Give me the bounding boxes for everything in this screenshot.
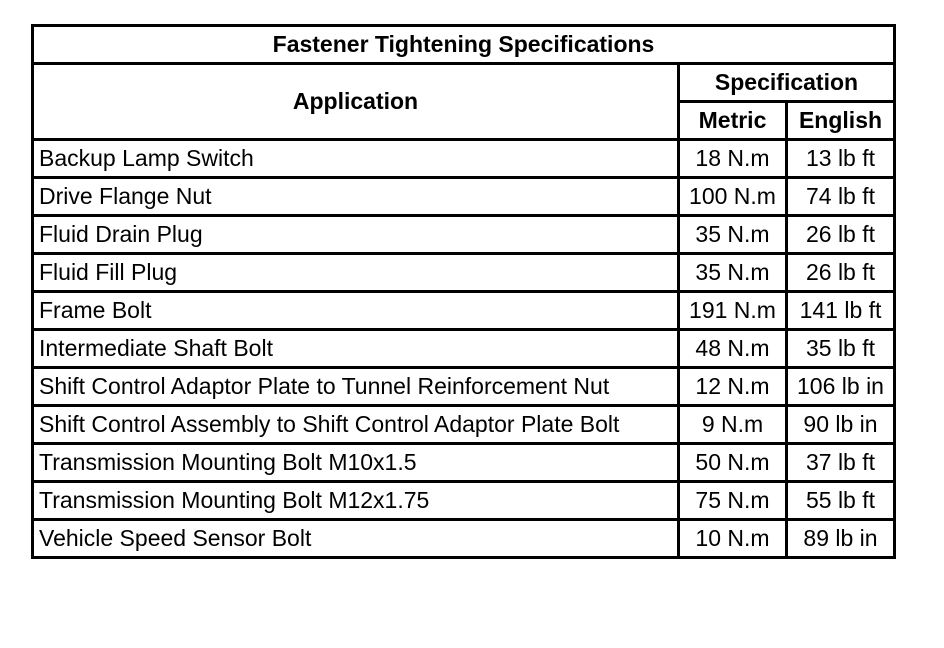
application-cell: Shift Control Adaptor Plate to Tunnel Reinforcement Nut: [33, 368, 679, 406]
fastener-spec-table: [31, 24, 896, 559]
table-title: Fastener Tightening Specifications: [33, 26, 895, 64]
english-cell: 13 lb ft: [787, 140, 895, 178]
english-cell: 37 lb ft: [787, 444, 895, 482]
application-cell: Intermediate Shaft Bolt: [33, 330, 679, 368]
table-row: [33, 330, 895, 368]
application-cell: Vehicle Speed Sensor Bolt: [33, 520, 679, 558]
metric-cell: 9 N.m: [679, 406, 787, 444]
english-cell: 141 lb ft: [787, 292, 895, 330]
application-cell: Transmission Mounting Bolt M10x1.5: [33, 444, 679, 482]
metric-cell: 48 N.m: [679, 330, 787, 368]
application-cell: Frame Bolt: [33, 292, 679, 330]
table-row: [33, 482, 895, 520]
english-cell: 90 lb in: [787, 406, 895, 444]
metric-cell: 191 N.m: [679, 292, 787, 330]
specification-header: Specification: [679, 64, 895, 102]
metric-cell: 50 N.m: [679, 444, 787, 482]
table-row: [33, 444, 895, 482]
table-row: [33, 520, 895, 558]
table-row: [33, 292, 895, 330]
english-cell: 35 lb ft: [787, 330, 895, 368]
english-cell: 26 lb ft: [787, 254, 895, 292]
table-row: [33, 254, 895, 292]
metric-cell: 12 N.m: [679, 368, 787, 406]
english-cell: 106 lb in: [787, 368, 895, 406]
header-row-1: [33, 64, 895, 102]
application-cell: Fluid Fill Plug: [33, 254, 679, 292]
table-row: [33, 406, 895, 444]
metric-cell: 10 N.m: [679, 520, 787, 558]
english-cell: 74 lb ft: [787, 178, 895, 216]
table-row: [33, 216, 895, 254]
metric-cell: 35 N.m: [679, 254, 787, 292]
metric-cell: 18 N.m: [679, 140, 787, 178]
metric-cell: 75 N.m: [679, 482, 787, 520]
application-cell: Fluid Drain Plug: [33, 216, 679, 254]
metric-cell: 100 N.m: [679, 178, 787, 216]
title-row: [33, 26, 895, 64]
table-row: [33, 368, 895, 406]
application-cell: Drive Flange Nut: [33, 178, 679, 216]
metric-header: Metric: [679, 102, 787, 140]
application-header: Application: [33, 64, 679, 140]
english-cell: 55 lb ft: [787, 482, 895, 520]
english-header: English: [787, 102, 895, 140]
table-row: [33, 178, 895, 216]
table-row: [33, 140, 895, 178]
application-cell: Transmission Mounting Bolt M12x1.75: [33, 482, 679, 520]
metric-cell: 35 N.m: [679, 216, 787, 254]
english-cell: 26 lb ft: [787, 216, 895, 254]
application-cell: Shift Control Assembly to Shift Control Adaptor Plate Bolt: [33, 406, 679, 444]
application-cell: Backup Lamp Switch: [33, 140, 679, 178]
english-cell: 89 lb in: [787, 520, 895, 558]
